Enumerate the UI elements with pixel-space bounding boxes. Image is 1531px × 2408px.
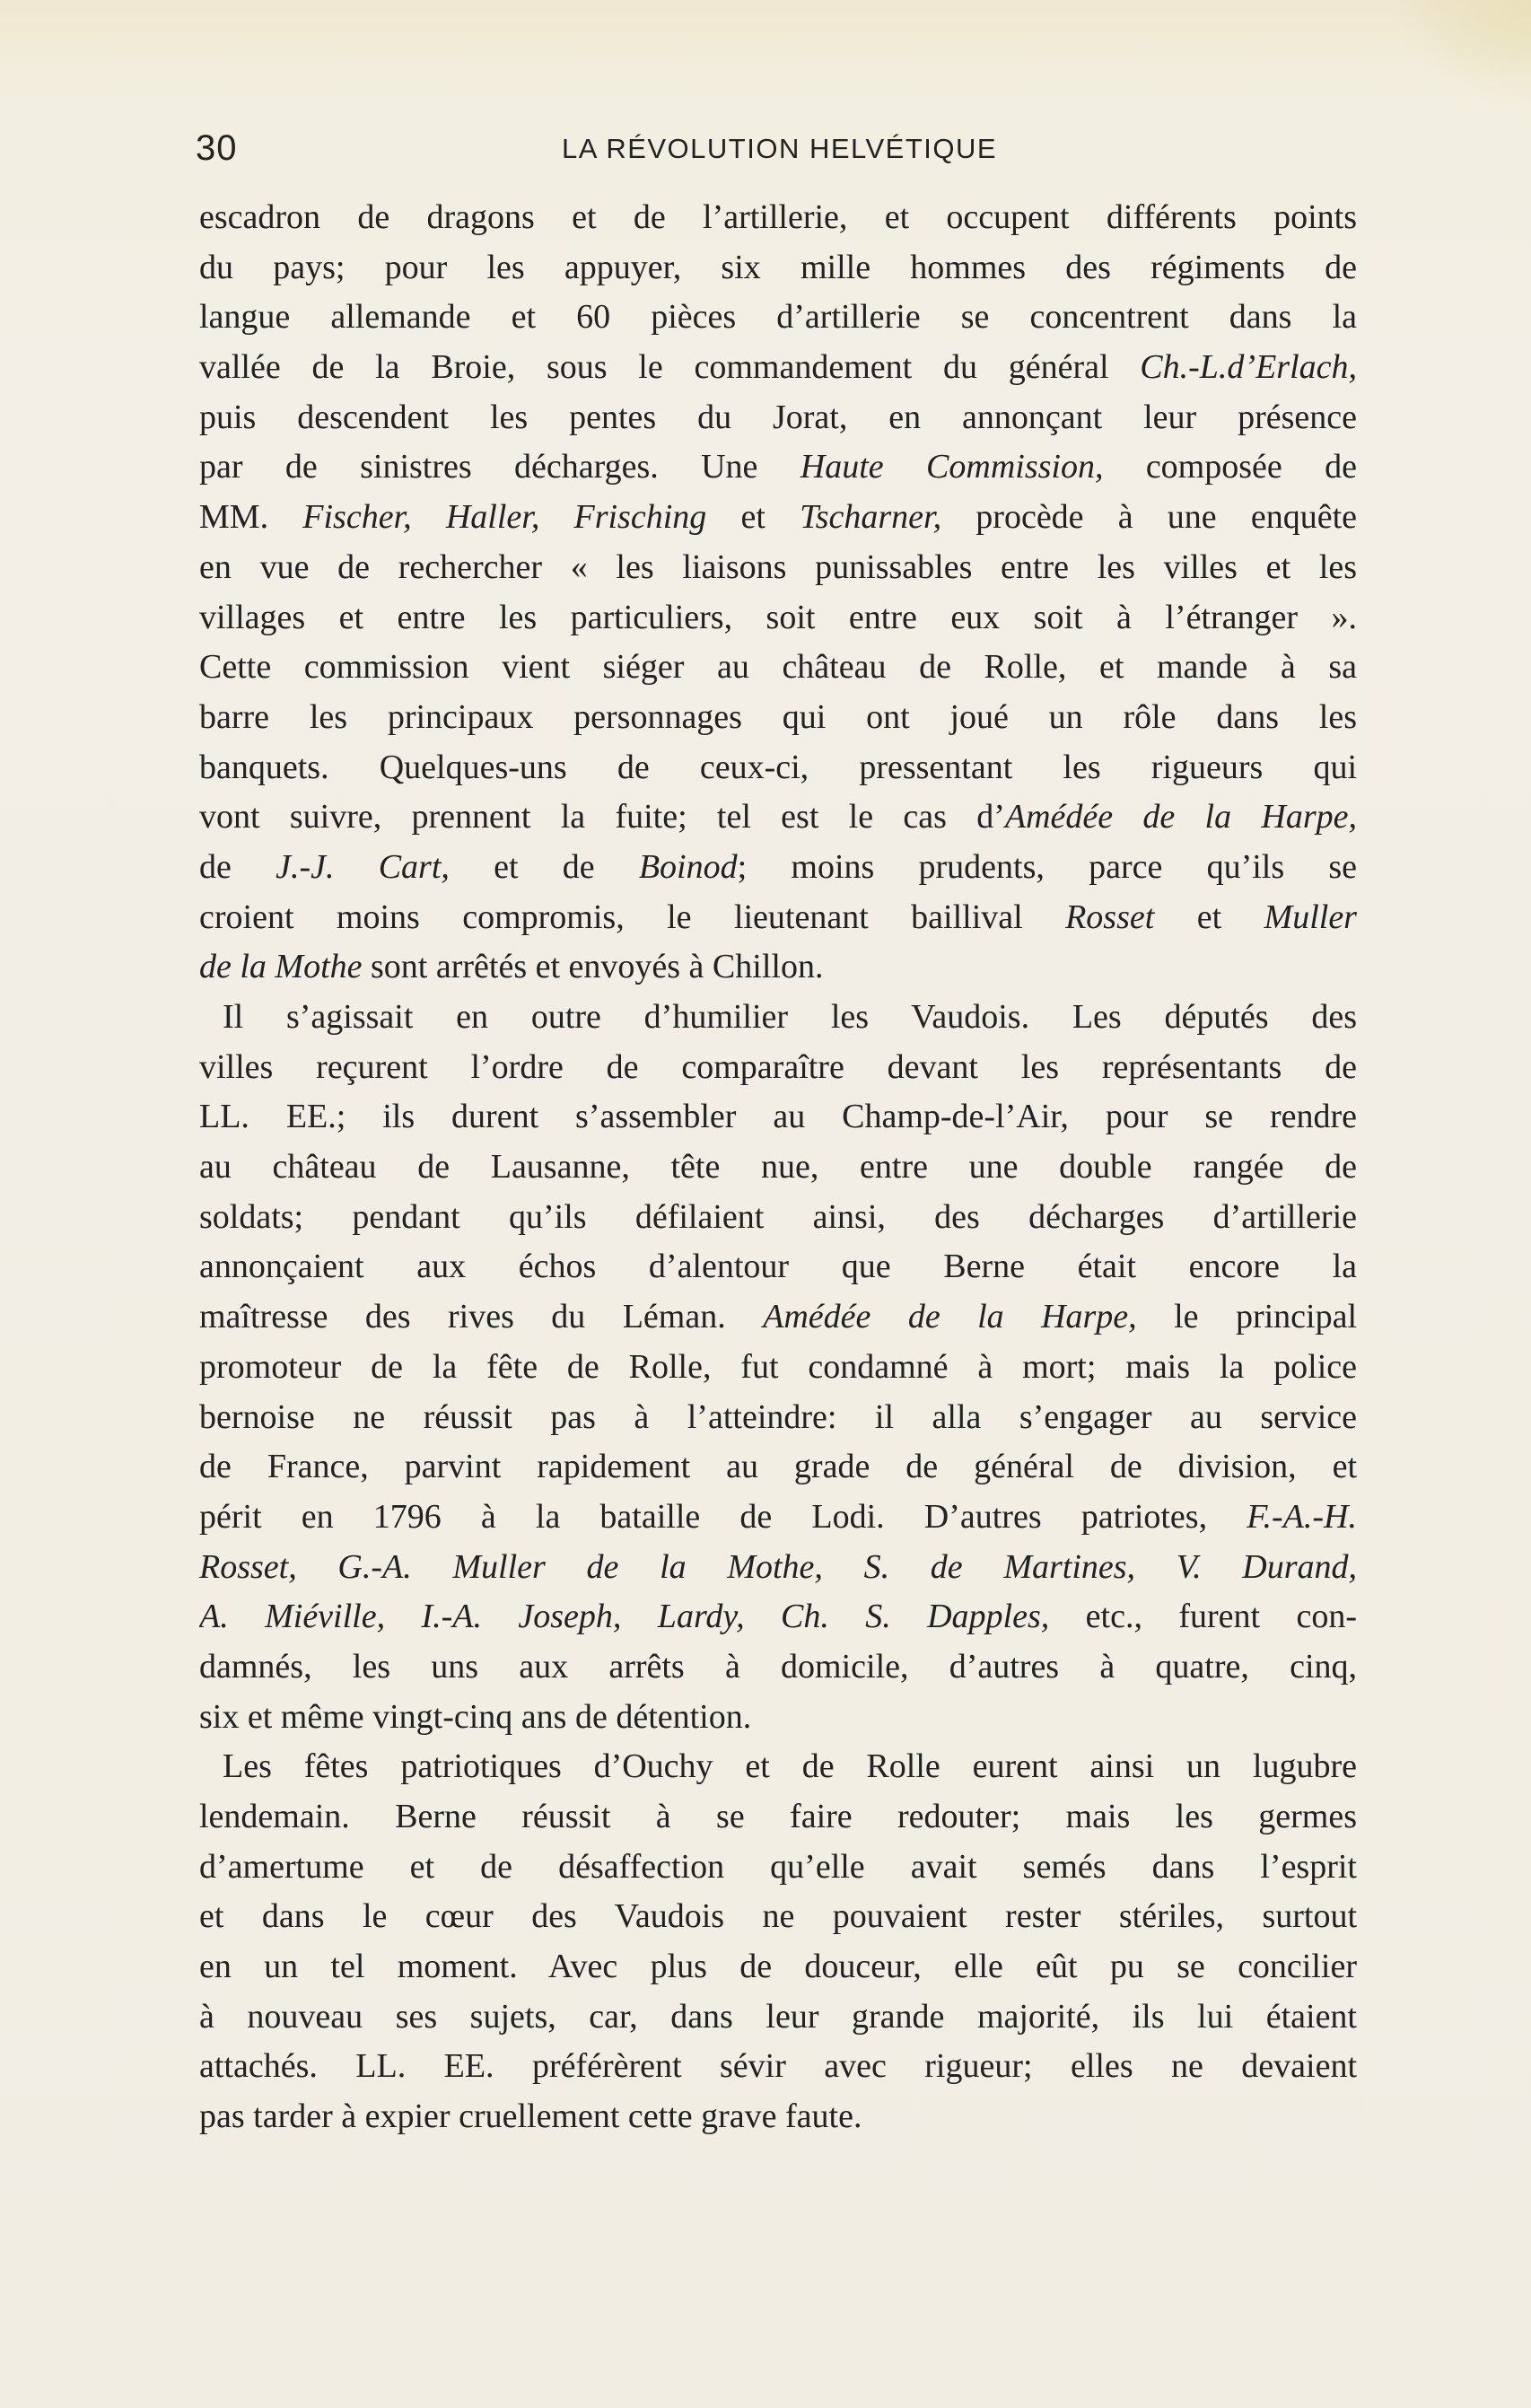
text-run: et bbox=[1154, 898, 1264, 936]
text-run: croient moins compromis, le lieutenant baillival bbox=[199, 898, 1066, 936]
italic-text: Boinod bbox=[638, 847, 738, 886]
italic-text: J.-J. Cart, bbox=[276, 847, 450, 886]
text-line bbox=[199, 1493, 1357, 1543]
text-line bbox=[199, 293, 1357, 343]
text-line bbox=[199, 1143, 1357, 1193]
text-run: vont suivre, prennent la fuite; tel est le cas d’ bbox=[199, 798, 1005, 836]
text-line bbox=[199, 243, 1357, 293]
text-line bbox=[199, 792, 1357, 843]
text-line bbox=[199, 343, 1357, 393]
text-run: etc., furent con- bbox=[1049, 1598, 1357, 1636]
text-line bbox=[199, 1742, 1357, 1792]
text-run: d’amertume et de désaffection qu’elle avait semés dans l’esprit bbox=[199, 1847, 1357, 1886]
text-line bbox=[199, 1992, 1357, 2043]
text-run: soldats; pendant qu’ils défilaient ainsi, des décharges d’artillerie bbox=[199, 1197, 1357, 1236]
text-line bbox=[199, 693, 1357, 743]
text-run: procède à une enquête bbox=[941, 498, 1357, 537]
text-line bbox=[199, 543, 1357, 593]
text-run: pas tarder à expier cruellement cette grave faute. bbox=[199, 2097, 862, 2136]
text-line bbox=[199, 1292, 1357, 1343]
text-line bbox=[199, 493, 1357, 543]
italic-text: A. Miéville, I.-A. Joseph, Lardy, Ch. S. Dapples, bbox=[199, 1598, 1050, 1636]
text-run: maîtresse des rives du Léman. bbox=[199, 1298, 764, 1336]
text-line bbox=[199, 1892, 1357, 1942]
text-run: par de sinistres décharges. Une bbox=[199, 448, 800, 486]
text-run: le principal bbox=[1136, 1298, 1357, 1336]
text-run: de France, parvint rapidement au grade de général de division, et bbox=[199, 1448, 1357, 1486]
italic-text: Amédée de la Harpe, bbox=[763, 1298, 1137, 1336]
text-line bbox=[199, 1092, 1357, 1143]
text-run: et de bbox=[449, 847, 639, 886]
text-run: puis descendent les pentes du Jorat, en annonçant leur présence bbox=[199, 398, 1357, 436]
running-title: LA RÉVOLUTION HELVÉTIQUE bbox=[562, 133, 998, 164]
italic-text: Ch.-L.d’Erlach, bbox=[1140, 348, 1357, 387]
text-run: lendemain. Berne réussit à se faire redouter; mais les germes bbox=[199, 1798, 1357, 1835]
text-run: attachés. LL. EE. préférèrent sévir avec rigueur; elles ne devaient bbox=[199, 2047, 1357, 2086]
italic-text: Tscharner, bbox=[800, 498, 942, 537]
text-run: bernoise ne réussit pas à l’atteindre: il alla s’engager au service bbox=[199, 1397, 1357, 1436]
text-line bbox=[199, 1843, 1357, 1893]
text-run: sont arrêtés et envoyés à Chillon. bbox=[362, 948, 824, 986]
text-run: Il s’agissait en outre d’humilier les Vaudois. Les députés des bbox=[223, 998, 1357, 1036]
text-run: LL. EE.; ils durent s’assembler au Champ-de-l’Air, pour se rendre bbox=[199, 1098, 1357, 1136]
text-run: à nouveau ses sujets, car, dans leur grande majorité, ils lui étaient bbox=[199, 1997, 1357, 2036]
page-number: 30 bbox=[196, 128, 238, 168]
text-run: et bbox=[706, 498, 800, 537]
text-line bbox=[199, 1193, 1357, 1243]
italic-text: Rosset, G.-A. Muller de la Mothe, S. de Martines, V. Durand, bbox=[199, 1547, 1357, 1586]
italic-text: F.-A.-H. bbox=[1247, 1497, 1357, 1536]
page-header bbox=[196, 126, 1362, 171]
text-line bbox=[199, 843, 1357, 893]
body-text bbox=[199, 193, 1357, 2142]
text-run: du pays; pour les appuyer, six mille hommes des régiments de bbox=[199, 248, 1357, 286]
text-run: ; moins prudents, parce qu’ils se bbox=[737, 847, 1357, 886]
text-line bbox=[199, 393, 1357, 443]
text-line bbox=[199, 1242, 1357, 1292]
text-run: composée de bbox=[1103, 448, 1357, 486]
text-run: langue allemande et 60 pièces d’artillerie se concentrent dans la bbox=[199, 298, 1357, 337]
text-line bbox=[199, 1393, 1357, 1443]
text-line bbox=[199, 743, 1357, 793]
text-run: de bbox=[199, 847, 276, 886]
text-line bbox=[199, 2042, 1357, 2092]
text-run: Cette commission vient siéger au château de Rolle, et mande à sa bbox=[199, 648, 1357, 687]
text-line bbox=[199, 442, 1357, 493]
text-run: MM. bbox=[199, 498, 303, 537]
text-line bbox=[199, 1592, 1357, 1642]
text-run: au château de Lausanne, tête nue, entre une double rangée de bbox=[199, 1148, 1357, 1186]
text-line bbox=[199, 993, 1357, 1043]
text-run: banquets. Quelques-uns de ceux-ci, pressentant les rigueurs qui bbox=[199, 748, 1357, 786]
text-run: en vue de rechercher « les liaisons punissables entre les villes et les bbox=[199, 547, 1357, 586]
italic-text: Muller bbox=[1264, 898, 1357, 936]
text-run: et dans le cœur des Vaudois ne pouvaient rester stériles, surtout bbox=[199, 1897, 1357, 1936]
text-run: vallée de la Broie, sous le commandement du général bbox=[199, 348, 1141, 387]
text-line bbox=[199, 1343, 1357, 1393]
text-run: en un tel moment. Avec plus de douceur, elle eût pu se concilier bbox=[199, 1948, 1357, 1986]
text-run: escadron de dragons et de l’artillerie, et occupent différents points bbox=[199, 198, 1357, 236]
text-run: damnés, les uns aux arrêts à domicile, d’autres à quatre, cinq, bbox=[199, 1647, 1357, 1686]
text-run: villages et entre les particuliers, soit entre eux soit à l’étranger ». bbox=[199, 598, 1357, 636]
italic-text: Fischer, Haller, Frisching bbox=[302, 498, 707, 537]
text-line bbox=[199, 1693, 1357, 1743]
text-line bbox=[199, 1642, 1357, 1693]
text-line bbox=[199, 1043, 1357, 1093]
text-run: périt en 1796 à la bataille de Lodi. D’autres patriotes, bbox=[199, 1497, 1247, 1536]
text-line bbox=[199, 1442, 1357, 1493]
italic-text: de la Mothe bbox=[199, 948, 363, 986]
text-run: promoteur de la fête de Rolle, fut condamné à mort; mais la police bbox=[199, 1347, 1357, 1386]
text-line bbox=[199, 1942, 1357, 1992]
italic-text: Haute Commission, bbox=[800, 448, 1104, 486]
text-line bbox=[199, 1543, 1357, 1593]
text-run: villes reçurent l’ordre de comparaître devant les représentants de bbox=[199, 1047, 1357, 1086]
text-run: Les fêtes patriotiques d’Ouchy et de Rolle eurent ainsi un lugubre bbox=[223, 1747, 1357, 1786]
text-line bbox=[199, 193, 1357, 243]
text-line bbox=[199, 942, 1357, 993]
italic-text: Rosset bbox=[1065, 898, 1155, 936]
text-line bbox=[199, 893, 1357, 943]
text-run: barre les principaux personnages qui ont joué un rôle dans les bbox=[199, 697, 1357, 736]
paper-stain bbox=[1387, 0, 1531, 108]
text-line bbox=[199, 593, 1357, 644]
text-line bbox=[199, 1792, 1357, 1843]
text-run: six et même vingt-cinq ans de détention. bbox=[199, 1697, 752, 1736]
text-line bbox=[199, 643, 1357, 693]
text-line bbox=[199, 2092, 1357, 2142]
text-run: annonçaient aux échos d’alentour que Berne était encore la bbox=[199, 1248, 1357, 1286]
italic-text: Amédée de la Harpe, bbox=[1004, 798, 1357, 836]
